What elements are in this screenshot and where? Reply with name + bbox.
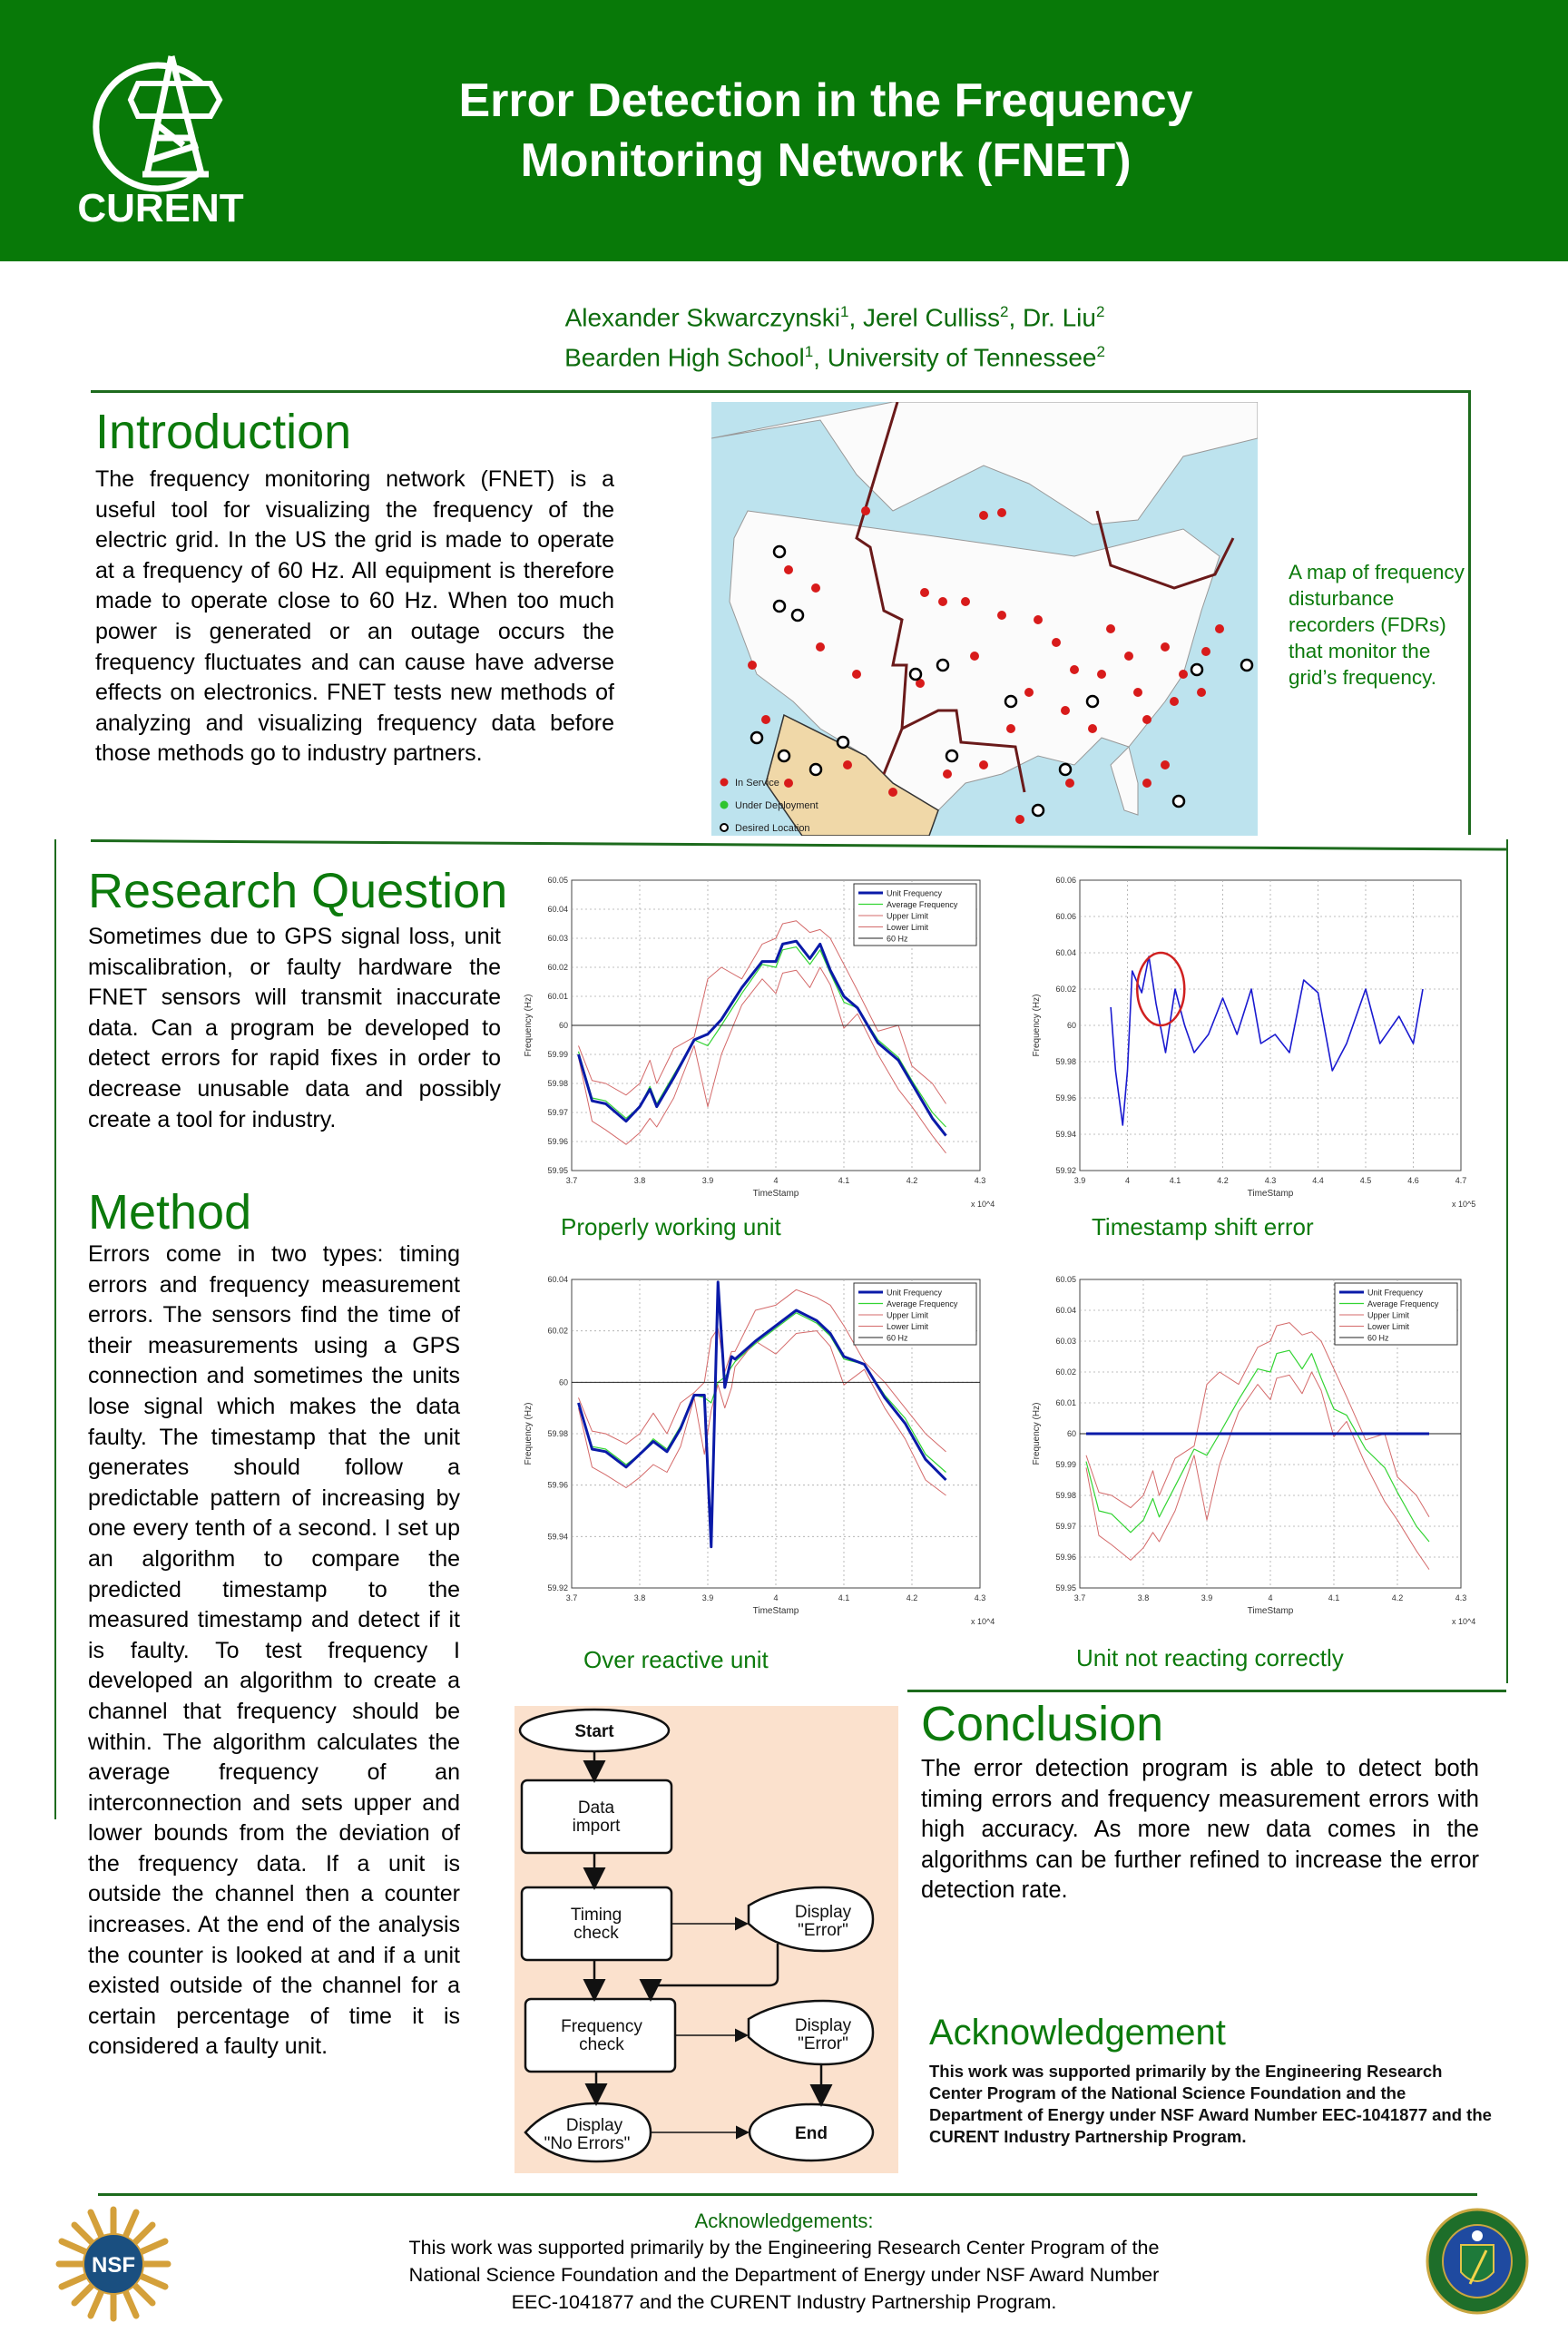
legend-label: Average Frequency [887, 900, 958, 909]
x-tick-label: 3.9 [701, 1593, 714, 1602]
legend-label: 60 Hz [1367, 1333, 1389, 1343]
chart-svg-timestamp-shift [1021, 867, 1484, 1211]
y-tick-label: 59.94 [1055, 1130, 1076, 1139]
method-heading: Method [88, 1185, 252, 1240]
caption-over-reactive: Over reactive unit [583, 1646, 769, 1673]
x-axis-label: TimeStamp [1247, 1606, 1294, 1616]
footer-line: National Science Foundation and the Department of Energy under NSF Award Number [408, 2264, 1160, 2286]
y-tick-label: 59.94 [547, 1532, 568, 1542]
flow-label: "No Errors" [544, 2134, 631, 2153]
chart-svg-over-reactive [513, 1266, 1003, 1629]
y-tick-label: 60.02 [1055, 1367, 1076, 1377]
y-tick-label: 59.97 [547, 1108, 568, 1117]
y-tick-label: 59.96 [1055, 1553, 1076, 1562]
flow-label: Timing [570, 1906, 622, 1925]
x-tick-label: 4 [773, 1176, 779, 1185]
x-tick-label: 3.8 [633, 1593, 646, 1602]
y-tick-label: 59.95 [547, 1166, 568, 1175]
flow-label-end: End [795, 2124, 828, 2143]
y-tick-label: 60.05 [547, 876, 568, 885]
divider-footer [98, 2193, 1477, 2196]
research-question-heading: Research Question [88, 864, 508, 918]
flow-label: import [572, 1817, 621, 1836]
chart-timestamp-shift [1021, 867, 1484, 1211]
y-tick-label: 59.96 [547, 1137, 568, 1146]
y-tick-label: 59.92 [1055, 1166, 1076, 1175]
y-tick-label: 60 [558, 1377, 568, 1387]
flow-label: "Error" [798, 1921, 848, 1940]
footer-text [0, 2234, 1568, 2316]
author-sup: 2 [1095, 303, 1105, 320]
affiliation: Bearden High School [564, 343, 805, 372]
flow-label: Display [794, 2016, 852, 2035]
curent-logo [47, 47, 274, 229]
x-tick-label: 4.3 [1264, 1176, 1277, 1185]
x-tick-label: 3.9 [701, 1176, 714, 1185]
x-tick-label: 3.7 [565, 1176, 578, 1185]
flow-label-start: Start [574, 1722, 614, 1741]
footer-line: This work was supported primarily by the Engineering Research Center Program of the [408, 2237, 1160, 2259]
x-tick-label: 4.7 [1455, 1176, 1467, 1185]
acknowledgement-text: This work was supported primarily by the Engineering Research Center Program of the National Science Foundation and the Department of Energy under NSF Award Number EEC-1041877 and the CURENT Industry Partnership Program. [929, 2062, 1492, 2146]
y-tick-label: 59.96 [547, 1480, 568, 1490]
doe-seal [1423, 2207, 1532, 2316]
author-name: Alexander Skwarczynski [564, 303, 841, 332]
x-tick-label: 3.9 [1200, 1593, 1213, 1602]
x-tick-label: 3.7 [1073, 1593, 1086, 1602]
chart-svg-not-reacting [1021, 1266, 1484, 1629]
y-axis-label: Frequency (Hz) [1032, 1402, 1042, 1465]
y-axis-label: Frequency (Hz) [1032, 994, 1042, 1057]
x-axis-multiplier: x 10^4 [1452, 1617, 1476, 1626]
flow-label: Display [794, 1903, 852, 1922]
author-sup: 1 [840, 303, 849, 320]
x-tick-label: 3.9 [1073, 1176, 1086, 1185]
x-tick-label: 4.1 [1328, 1593, 1340, 1602]
y-tick-label: 60.04 [547, 1275, 568, 1284]
chart-not-reacting [1021, 1266, 1484, 1629]
introduction-heading: Introduction [95, 405, 352, 459]
affiliation-sup: 2 [1096, 343, 1105, 361]
chart-over-reactive [513, 1266, 1003, 1629]
y-tick-label: 60.05 [1055, 1275, 1076, 1284]
curent-logo-text: CURENT [77, 186, 244, 229]
y-tick-label: 60.06 [1055, 912, 1076, 921]
y-tick-label: 59.95 [1055, 1583, 1076, 1592]
legend-label: Upper Limit [887, 911, 929, 921]
legend-label: Upper Limit [887, 1310, 929, 1320]
footer-title: Acknowledgements: [694, 2210, 874, 2232]
x-tick-label: 4.3 [974, 1593, 986, 1602]
legend-label: Average Frequency [887, 1299, 958, 1308]
flow-label: check [579, 2035, 624, 2054]
chart-properly-working [513, 867, 1003, 1211]
doe-seal-icon [1423, 2207, 1532, 2316]
conclusion-text: The error detection program is able to detect both timing errors and frequency measurement errors with high accuracy. As more new data comes in the algorithms can be further refined to increase the error detection rate. [921, 1756, 1479, 1904]
y-tick-label: 59.97 [1055, 1522, 1076, 1531]
legend-label: Upper Limit [1367, 1310, 1410, 1320]
y-tick-label: 59.92 [547, 1583, 568, 1592]
flow-label: check [573, 1924, 619, 1943]
x-tick-label: 4 [1124, 1176, 1131, 1185]
y-tick-label: 60.01 [1055, 1398, 1076, 1407]
legend-label: Lower Limit [887, 923, 929, 932]
y-tick-label: 59.98 [1055, 1057, 1076, 1066]
nsf-logo-text: NSF [92, 2253, 135, 2278]
map-legend-under-deployment: Under Deployment [735, 800, 818, 811]
poster-title [345, 71, 1307, 191]
fdr-map-svg [711, 402, 1258, 836]
x-axis-label: TimeStamp [752, 1606, 799, 1616]
legend-label: Unit Frequency [887, 888, 943, 898]
legend-label: 60 Hz [887, 1333, 908, 1343]
x-axis-label: TimeStamp [752, 1189, 799, 1199]
y-tick-label: 60.02 [547, 963, 568, 972]
affiliation-sup: 1 [804, 343, 814, 361]
x-axis-multiplier: x 10^4 [971, 1617, 995, 1626]
x-tick-label: 4.1 [838, 1593, 850, 1602]
y-axis-label: Frequency (Hz) [524, 1402, 534, 1465]
map-legend-in-service: In Service [735, 778, 779, 789]
divider-right-vertical-2 [1506, 839, 1508, 1683]
title-line-1: Error Detection in the Frequency [458, 74, 1193, 127]
x-tick-label: 4.3 [1455, 1593, 1467, 1602]
y-tick-label: 59.98 [547, 1079, 568, 1088]
legend-label: Unit Frequency [887, 1288, 943, 1298]
fdr-map [711, 402, 1258, 836]
x-tick-label: 3.8 [1137, 1593, 1150, 1602]
x-tick-label: 3.8 [633, 1176, 646, 1185]
legend-label: Lower Limit [1367, 1322, 1410, 1331]
legend-label: 60 Hz [887, 934, 908, 944]
x-tick-label: 4.2 [906, 1176, 918, 1185]
x-axis-multiplier: x 10^4 [971, 1200, 995, 1209]
x-axis-multiplier: x 10^5 [1452, 1200, 1476, 1209]
x-tick-label: 4 [773, 1593, 779, 1602]
author-name: Jerel Culliss [863, 303, 1000, 332]
y-tick-label: 60.02 [547, 1326, 568, 1336]
legend-marker-in-service [720, 779, 729, 787]
y-tick-label: 60.04 [1055, 948, 1076, 957]
author-block [363, 295, 1307, 376]
y-tick-label: 60.03 [547, 934, 568, 943]
flowchart-svg [514, 1706, 898, 2173]
x-axis-label: TimeStamp [1247, 1189, 1294, 1199]
x-tick-label: 4.3 [974, 1176, 986, 1185]
legend-label: Unit Frequency [1367, 1288, 1424, 1298]
divider-conclusion [907, 1690, 1506, 1692]
acknowledgement-heading: Acknowledgement [929, 2013, 1226, 2053]
map-legend-desired-location: Desired Location [735, 823, 810, 834]
x-tick-label: 3.7 [565, 1593, 578, 1602]
x-tick-label: 4.1 [838, 1176, 850, 1185]
y-tick-label: 59.98 [547, 1429, 568, 1438]
legend-label: Average Frequency [1367, 1299, 1439, 1308]
method-text: Errors come in two types: timing errors and frequency measurement errors. The sensors find the time of their measurements using a GPS connection and sometimes the units lose signal which makes the data faulty. The timestamp that the unit generates should follow a predictable pattern of increasing by one every tenth of a second. I set up an algorithm to compare the predicted timestamp to the measured timestamp and detect if it is faulty. To test frequency I developed an algorithm to create a channel that frequency should be within. The algorithm calculates the average frequency of an interconnection and sets upper and lower bounds from the deviation of the frequency data. If a unit is outside the channel then a counter increases. At the end of the analysis the counter is looked at and if a unit existed outside of the channel for a certain percentage of time it is considered a faulty unit. [88, 1241, 460, 2060]
legend-marker-under-deployment [720, 801, 729, 809]
y-tick-label: 60.03 [1055, 1337, 1076, 1346]
flow-label: Data [577, 1798, 615, 1818]
x-tick-label: 4 [1268, 1593, 1273, 1602]
y-tick-label: 60 [1066, 1429, 1076, 1438]
flowchart [514, 1706, 898, 2173]
y-tick-label: 59.98 [1055, 1491, 1076, 1500]
introduction-text: The frequency monitoring network (FNET) is a useful tool for visualizing the frequency of the electric grid. In the US the grid is made to operate at a frequency of 60 Hz. All equipment is therefore made to operate close to 60 Hz. When too much power is generated or an outage occurs the frequency fluctuates and can cause have adverse effects on electronics. FNET tests new methods of analyzing and visualizing frequency data before those methods go to industry partners. [95, 466, 614, 767]
legend-marker-desired-location [720, 824, 728, 831]
y-tick-label: 59.96 [1055, 1093, 1076, 1102]
x-tick-label: 4.2 [1217, 1176, 1229, 1185]
y-tick-label: 60.02 [1055, 985, 1076, 994]
y-tick-label: 60 [1066, 1021, 1076, 1030]
affiliation: University of Tennessee [827, 343, 1097, 372]
transmission-tower-icon [47, 47, 274, 229]
x-tick-label: 4.2 [906, 1593, 918, 1602]
author-affiliations: Bearden High School$^1$, University of Tennessee$^2$ [564, 343, 1105, 372]
footer-line: EEC-1041877 and the CURENT Industry Partnership Program. [511, 2291, 1057, 2313]
title-line-2: Monitoring Network (FNET) [520, 134, 1132, 187]
flow-label: Frequency [561, 2017, 642, 2036]
author-sup: 2 [999, 303, 1009, 320]
y-tick-label: 60.04 [547, 905, 568, 914]
divider-top [91, 390, 1470, 393]
research-question-text: Sometimes due to GPS signal loss, unit miscalibration, or faulty hardware the FNET sensors will transmit inaccurate data. Can a program be developed to detect errors for rapid fixes in order to decrease unusable data and possibly create a tool for industry. [88, 924, 501, 1132]
caption-properly-working: Properly working unit [561, 1213, 781, 1240]
x-tick-label: 4.4 [1312, 1176, 1324, 1185]
divider-intro [91, 839, 1506, 851]
y-tick-label: 60.04 [1055, 1306, 1076, 1315]
y-tick-label: 59.99 [1055, 1460, 1076, 1469]
caption-not-reacting: Unit not reacting correctly [1076, 1644, 1344, 1671]
y-axis-label: Frequency (Hz) [524, 994, 534, 1057]
y-tick-label: 60 [558, 1021, 568, 1030]
flow-label: Display [565, 2116, 623, 2135]
caption-timestamp-shift: Timestamp shift error [1092, 1213, 1314, 1240]
author-names: Alexander Skwarczynski$^1$, Jerel Culliss$^2$, Dr. Liu$^2$ [564, 303, 1105, 332]
author-name: Dr. Liu [1023, 303, 1096, 332]
x-tick-label: 4.2 [1391, 1593, 1404, 1602]
divider-left-vertical [54, 839, 56, 1819]
conclusion-heading: Conclusion [921, 1697, 1164, 1751]
x-tick-label: 4.1 [1169, 1176, 1181, 1185]
y-tick-label: 60.06 [1055, 876, 1076, 885]
map-caption: A map of frequency disturbance recorders (FDRs) that monitor the grid’s frequency. [1289, 561, 1465, 689]
flow-label: "Error" [798, 2034, 848, 2053]
x-tick-label: 4.6 [1407, 1176, 1419, 1185]
legend-label: Lower Limit [887, 1322, 929, 1331]
x-tick-label: 4.5 [1359, 1176, 1372, 1185]
y-tick-label: 60.01 [547, 992, 568, 1001]
y-tick-label: 59.99 [547, 1050, 568, 1059]
chart-svg-properly-working [513, 867, 1003, 1211]
